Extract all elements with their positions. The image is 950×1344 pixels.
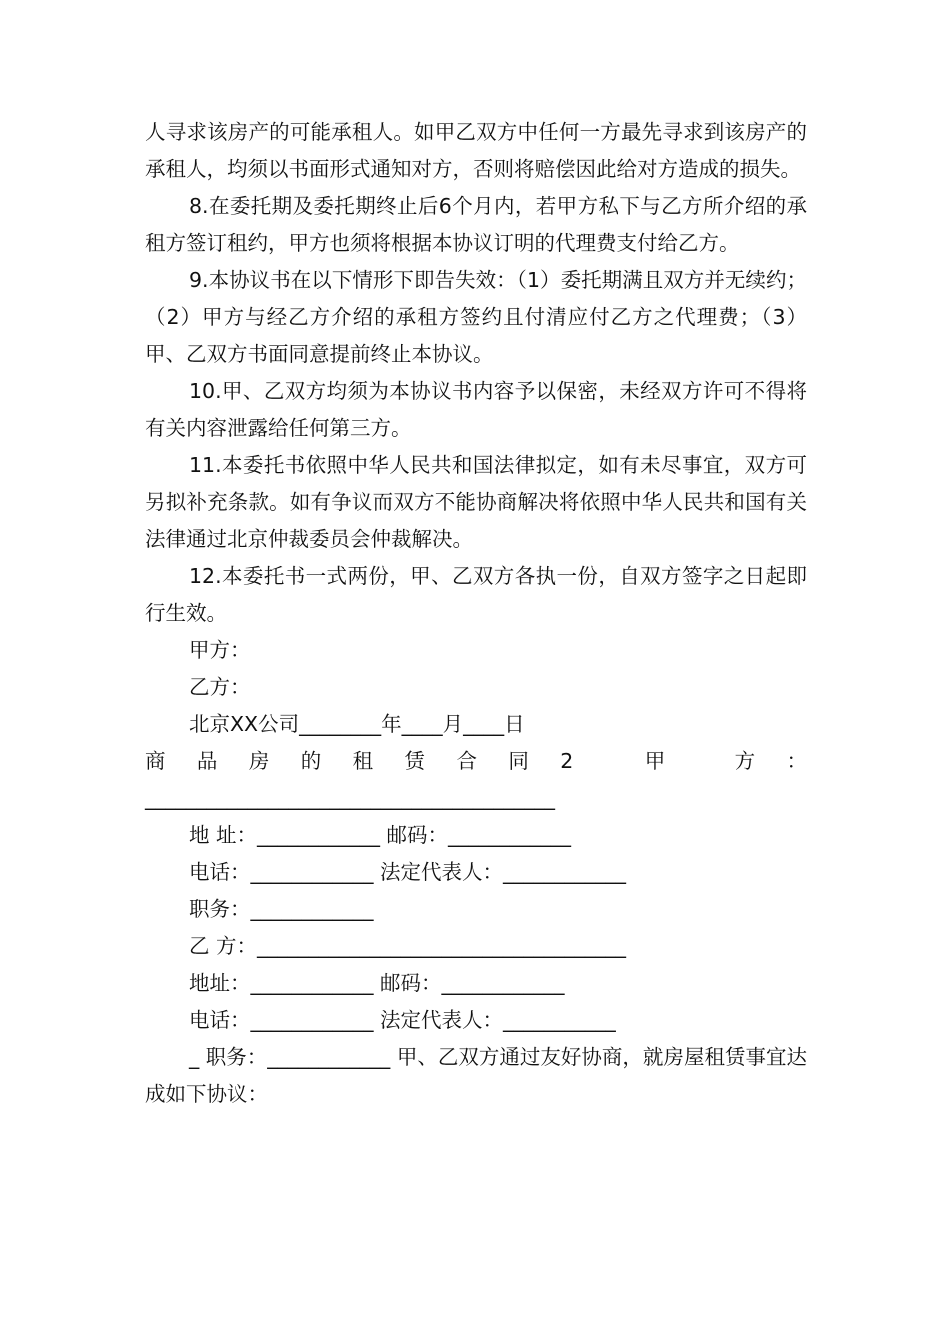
contract2-phone-b: 电话：____________ 法定代表人：___________ <box>189 1008 616 1032</box>
signature-party-b: 乙方： <box>189 675 251 699</box>
signature-party-a: 甲方： <box>189 638 251 662</box>
contract2-heading <box>145 743 807 817</box>
contract2-party-b-line: 乙 方：____________________________________ <box>189 934 627 958</box>
document-body <box>145 114 807 1113</box>
clause-12: 12.本委托书一式两份，甲、乙双方各执一份，自双方签字之日起即行生效。 <box>145 564 807 625</box>
signature-company-date: 北京XX公司________年____月____日 <box>189 712 525 736</box>
contract2-party-a-line: 甲 方：________________________________________ <box>145 749 807 810</box>
contract2-address-a: 地 址：____________ 邮码：____________ <box>189 823 572 847</box>
clause-9: 9.本协议书在以下情形下即告失效：（1）委托期满且双方并无续约；（2）甲方与经乙方介绍的承租方签约且付清应付乙方之代理费；（3）甲、乙双方书面同意提前终止本协议。 <box>145 268 807 366</box>
clause-11: 11.本委托书依照中华人民共和国法律拟定，如有未尽事宜，双方可另拟补充条款。如有争议而双方不能协商解决将依照中华人民共和国有关法律通过北京仲裁委员会仲裁解决。 <box>145 453 807 551</box>
clause-8: 8.在委托期及委托期终止后6个月内，若甲方私下与乙方所介绍的承租方签订租约，甲方也须将根据本协议订明的代理费支付给乙方。 <box>145 194 807 255</box>
contract2-title: 商品房的租赁合同2 <box>145 749 574 773</box>
paragraph-continuation: 人寻求该房产的可能承租人。如甲乙双方中任何一方最先寻求到该房产的承租人，均须以书面形式通知对方，否则将赔偿因此给对方造成的损失。 <box>145 120 807 181</box>
contract2-closing: _ 职务：____________ 甲、乙双方通过友好协商，就房屋租赁事宜达成如下协议： <box>145 1045 807 1106</box>
contract2-address-b: 地址：____________ 邮码：____________ <box>189 971 565 995</box>
clause-10: 10.甲、乙双方均须为本协议书内容予以保密，未经双方许可不得将有关内容泄露给任何第三方。 <box>145 379 807 440</box>
contract2-position-a: 职务：____________ <box>189 897 374 921</box>
contract2-phone-a: 电话：____________ 法定代表人：____________ <box>189 860 627 884</box>
